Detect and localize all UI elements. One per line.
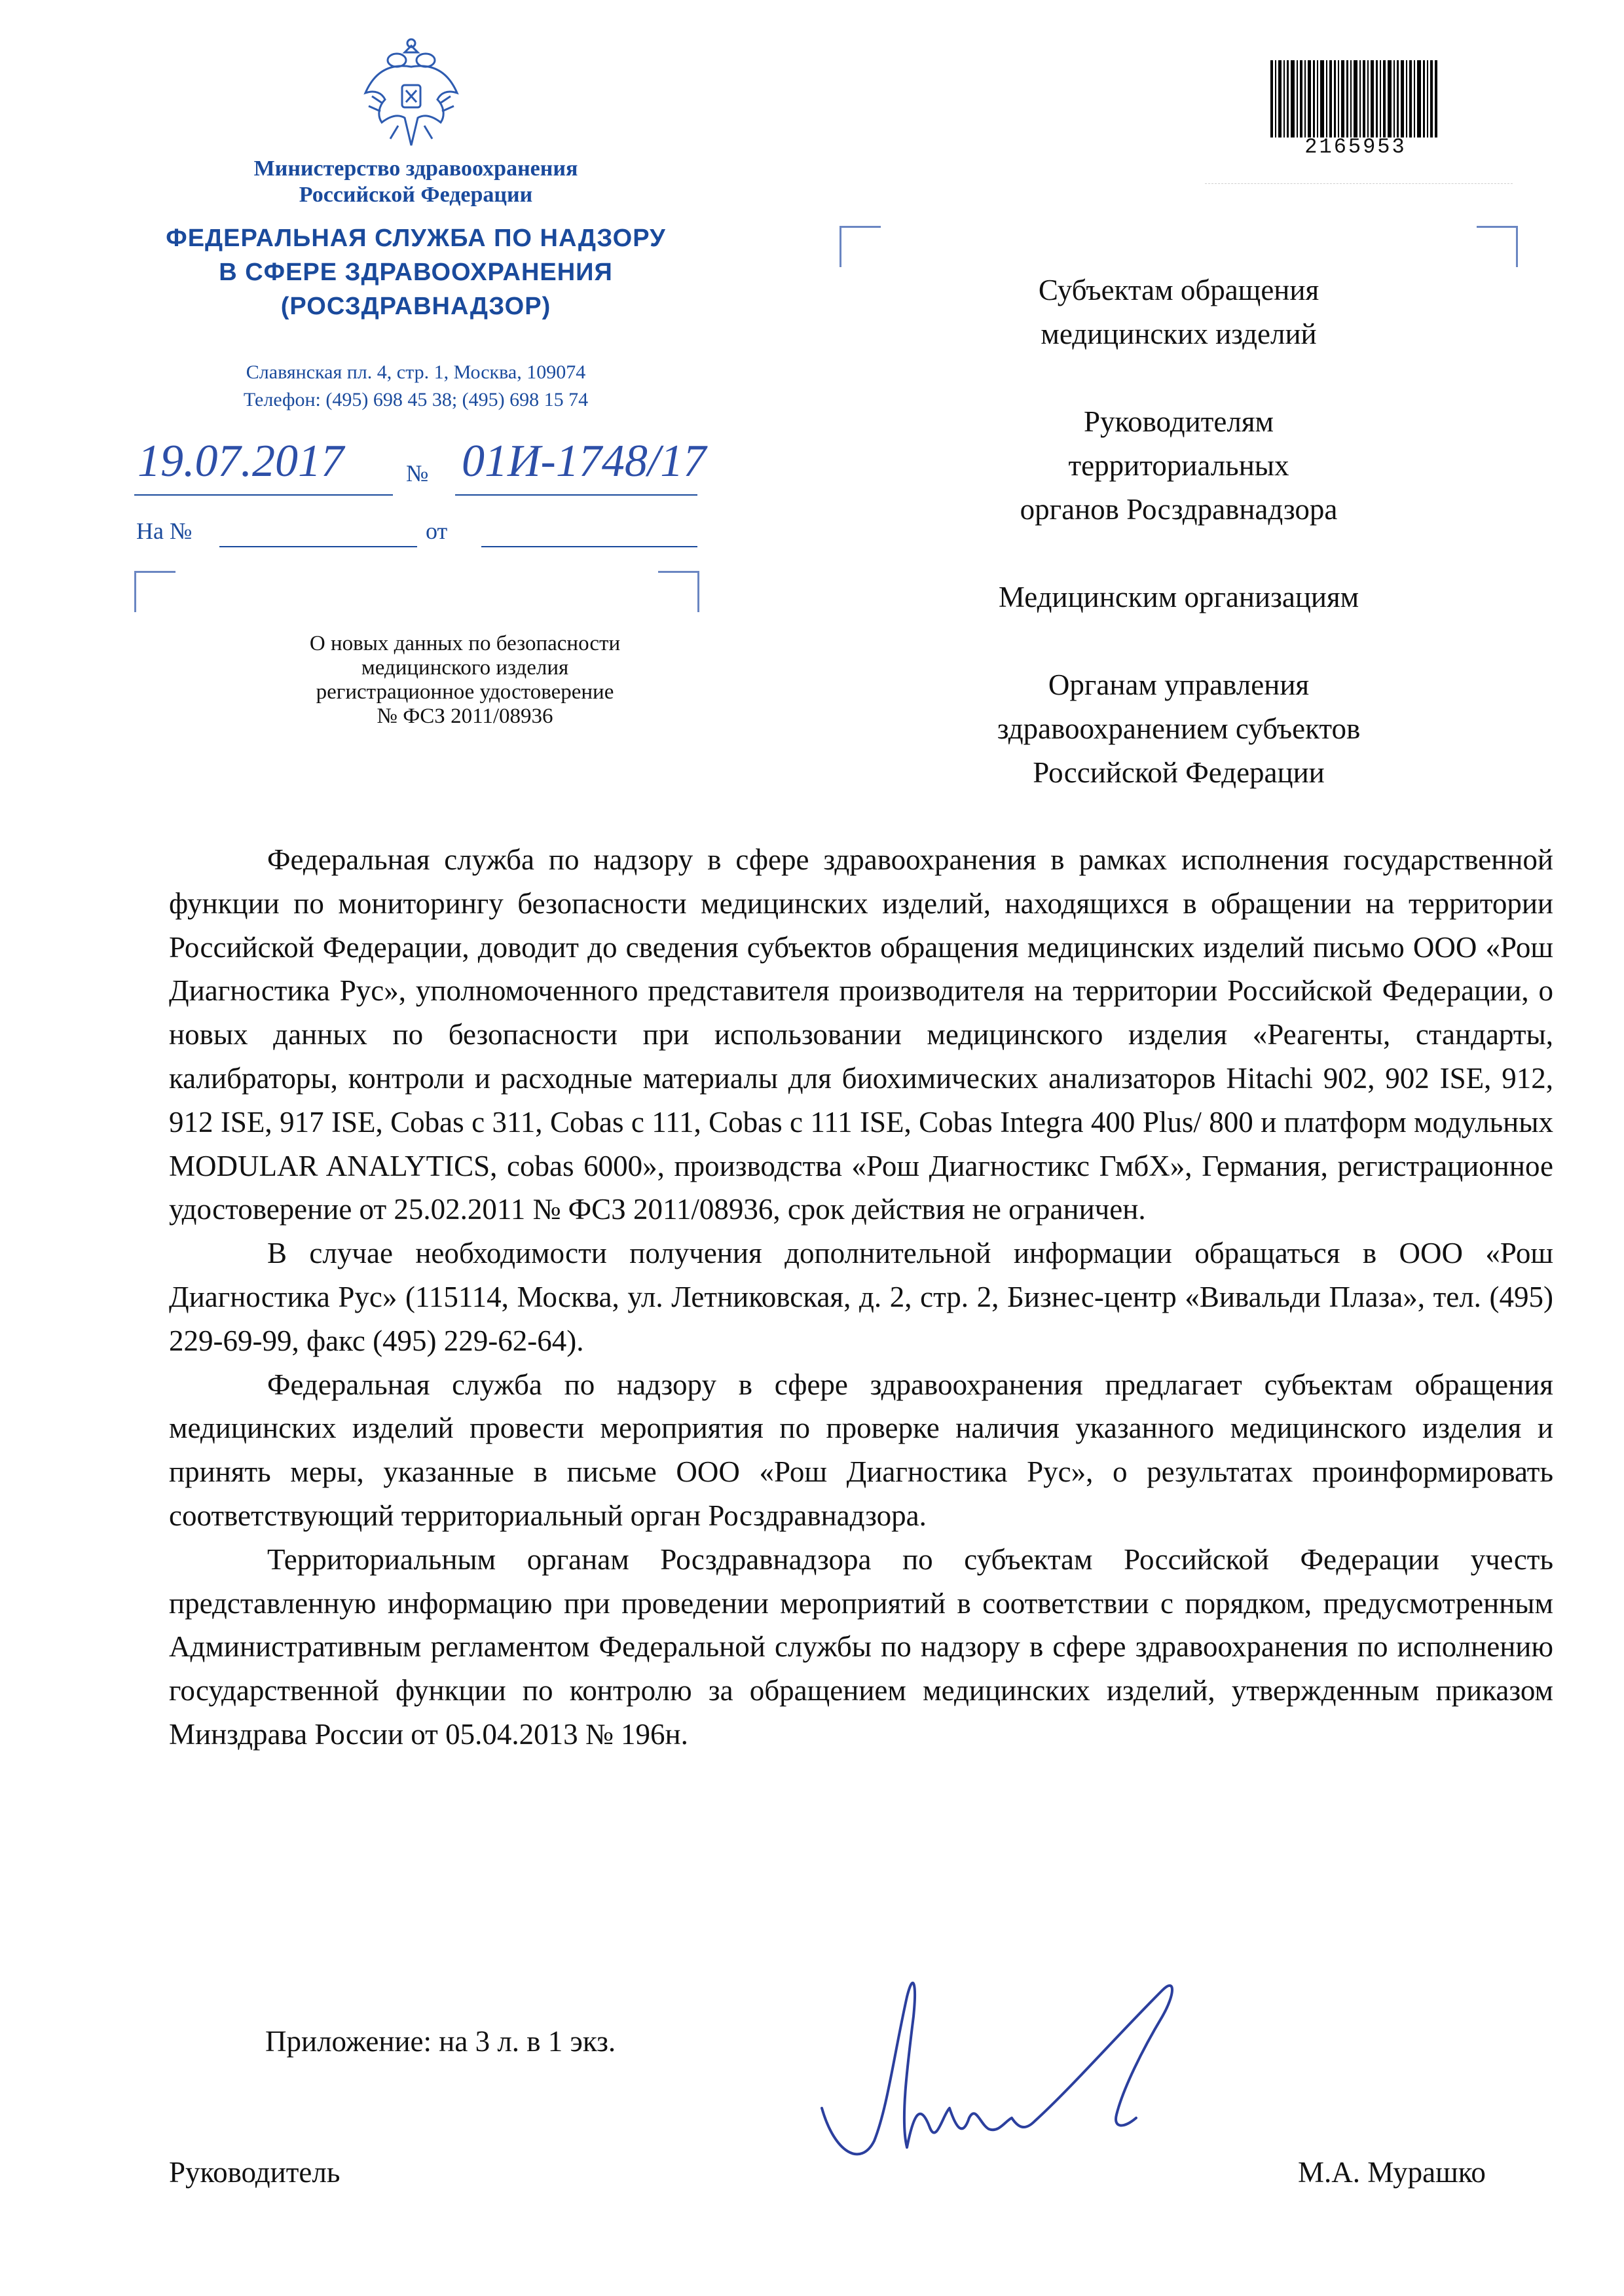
phone-line: Телефон: (495) 698 45 38; (495) 698 15 74 (243, 389, 589, 410)
subject-line-2: медицинского изделия (361, 656, 569, 680)
recipient-line: здравоохранением субъектов (997, 712, 1361, 745)
subject-line-3: регистрационное удостоверение (316, 680, 614, 704)
recipient-line: Субъектам обращения (1038, 274, 1320, 306)
recipient-line: Органам управления (1048, 668, 1310, 701)
ministry-line-2: Российской Федерации (299, 183, 533, 207)
subject-line-1: О новых данных по безопасности (309, 632, 621, 655)
service-line-3: (РОСЗДРАВНАДЗОР) (280, 293, 551, 320)
number-sign: № (406, 460, 429, 486)
recipient-line: Руководителям (1084, 405, 1274, 438)
reply-date-line (481, 546, 697, 547)
recipient-line: Медицинским организациям (998, 581, 1359, 613)
recipient-group-3 (891, 575, 1467, 619)
reply-number-line (219, 546, 417, 547)
number-underline (455, 494, 697, 496)
address-block (157, 359, 674, 414)
service-line-2: В СФЕРЕ ЗДРАВООХРАНЕНИЯ (219, 259, 613, 286)
recipient-group-4 (891, 663, 1467, 795)
body-paragraph-1: Федеральная служба по надзору в сфере здравоохранения в рамках исполнения государственной функции по мониторингу безопасности медицинских изделий, находящихся в обращении на территории Российской Федерации, доводит до сведения субъектов обращения медицинских изделий письмо ООО «Рош Диагностика Рус», уполномоченного представителя производителя на территории Российской Федерации, о новых данных по безопасности при использовании медицинского изделия «Реагенты, стандарты, калибраторы, контроли и расходные материалы для биохимических анализаторов Hitachi 902, 902 ISE, 912, 912 ISE, 917 ISE, Cobas c 311, Cobas c 111, Cobas c 111 ISE, Cobas Integra 400 Plus/ 800 и платформ модульных MODULAR ANALYTICS, cobas 6000», производства «Рош Диагностикс ГмбХ», Германия, регистрационное удостоверение от 25.02.2011 № ФСЗ 2011/08936, срок действия не ограничен. (169, 843, 1553, 1226)
service-line-1: ФЕДЕРАЛЬНАЯ СЛУЖБА ПО НАДЗОРУ (166, 225, 666, 252)
registration-date: 19.07.2017 (138, 436, 344, 486)
recipient-line: Российской Федерации (1033, 756, 1325, 789)
signer-name: М.А. Мурашко (1298, 2156, 1486, 2189)
barcode (1270, 60, 1437, 137)
body-paragraph-4: Территориальным органам Росздравнадзора по субъектам Российской Федерации учесть представленную информацию при проведении мероприятий в соответствии с порядком, предусмотренным Административным регламентом Федеральной службы по надзору в сфере здравоохранения по исполнению государственной функции по контролю за обращением медицинских изделий, утвержденным приказом Минздрава России от 05.04.2013 № 196н. (169, 1542, 1553, 1751)
barcode-divider (1205, 183, 1513, 184)
recipient-group-1 (891, 268, 1467, 356)
attachment-note: Приложение: на 3 л. в 1 экз. (265, 2025, 616, 2058)
barcode-number: 2165953 (1304, 135, 1407, 159)
body-paragraph-2: В случае необходимости получения дополнительной информации обращаться в ООО «Рош Диагностика Рус» (115114, Москва, ул. Летниковская, д. 2, стр. 2, Бизнес-центр «Вивальди Плаза», тел. (495) 229-69-99, факс (495) 229-62-64). (169, 1237, 1553, 1357)
registration-number: 01И-1748/17 (462, 436, 707, 486)
service-name (124, 221, 707, 323)
letter-body (169, 838, 1553, 1757)
subject-block (255, 632, 674, 729)
subject-line-4: № ФСЗ 2011/08936 (377, 704, 553, 728)
recipients-corner-left (840, 226, 881, 267)
handwritten-signature (809, 1958, 1234, 2174)
recipient-group-2 (891, 400, 1467, 532)
subject-corner-left (134, 571, 175, 612)
body-paragraph-3: Федеральная служба по надзору в сфере здравоохранения предлагает субъектам обращения медицинских изделий провести мероприятия по проверке наличия указанного медицинского изделия и принять меры, указанные в письме ООО «Рош Диагностика Рус», о результатах проинформировать соответствующий территориальный орган Росздравнадзора. (169, 1368, 1553, 1532)
recipients-block (891, 268, 1467, 795)
coat-of-arms-emblem (359, 34, 464, 152)
reply-date-label: от (426, 518, 448, 544)
recipient-line: органов Росздравнадзора (1020, 493, 1338, 526)
ministry-line-1: Министерство здравоохранения (253, 156, 578, 181)
ministry-name (190, 156, 642, 208)
recipients-corner-right (1477, 226, 1518, 267)
address-line: Славянская пл. 4, стр. 1, Москва, 109074 (246, 361, 586, 383)
reply-number-label: На № (136, 518, 193, 544)
recipient-line: территориальных (1068, 449, 1289, 482)
recipient-line: медицинских изделий (1041, 318, 1317, 350)
signer-position: Руководитель (169, 2156, 341, 2189)
date-underline (134, 494, 393, 496)
subject-corner-right (658, 571, 699, 612)
